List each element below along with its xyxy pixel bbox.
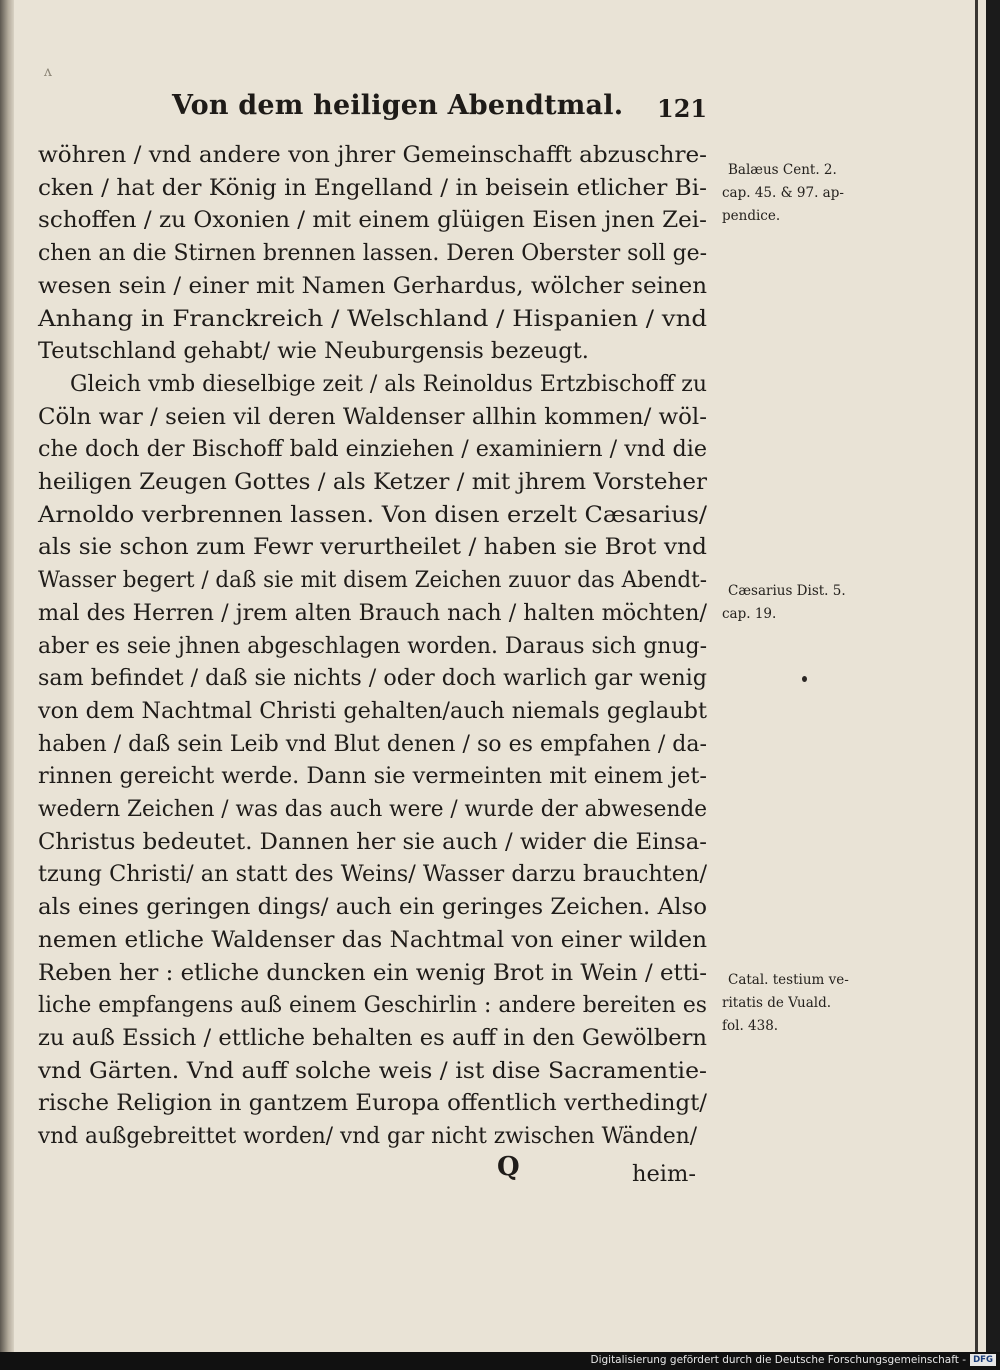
margin-note-line: cap. 45. & 97. ap- — [722, 185, 844, 201]
margin-note-line: fol. 438. — [722, 1018, 779, 1034]
text-line: Reben her : etliche duncken ein wenig Brot in Wein / etti- — [38, 959, 708, 986]
text-line: vnd außgebreittet worden/ vnd gar nicht zwischen Wänden/ — [38, 1123, 697, 1149]
margin-note-line: ritatis de Vuald. — [722, 995, 832, 1011]
text-line: wesen sein / einer mit Namen Gerhardus, wölcher seinen — [38, 272, 707, 299]
text-line: rische Religion in gantzem Europa offentlich verthedingt/ — [38, 1090, 707, 1117]
text-line: zu auß Essich / ettliche behalten es auff in den Gewölbern — [38, 1024, 707, 1051]
text-line: Teutschland gehabt/ wie Neuburgensis bezeugt. — [38, 338, 589, 365]
margin-note-line: Cæsarius Dist. 5. — [728, 583, 846, 599]
text-line: schoffen / zu Oxonien / mit einem glüigen Eisen jnen Zei- — [38, 207, 707, 234]
text-line: chen an die Stirnen brennen lassen. Deren Oberster soll ge- — [38, 240, 707, 267]
text-line: rinnen gereicht werde. Dann sie vermeinten mit einem jet- — [38, 763, 707, 790]
text-line: tzung Christi/ an statt des Weins/ Wasser darzu brauchten/ — [38, 861, 707, 888]
margin-note-line: pendice. — [722, 208, 781, 224]
text-line: Cöln war / seien vil deren Waldenser allhin kommen/ wöl- — [38, 403, 707, 430]
text-line: Anhang in Franckreich / Welschland / Hispanien / vnd — [38, 305, 708, 332]
text-line: Gleich vmb dieselbige zeit / als Reinoldus Ertzbischoff zu — [70, 370, 707, 397]
text-line: Christus bedeutet. Dannen her sie auch / wider die Einsa- — [38, 828, 707, 855]
footer-credit: Digitalisierung gefördert durch die Deutsche Forschungsgemeinschaft - — [590, 1354, 966, 1366]
stray-mark: ʌ — [44, 64, 52, 80]
text-line: von dem Nachtmal Christi gehalten/auch niemals geglaubt — [38, 697, 707, 724]
text-line: sam befindet / daß sie nichts / oder doch warlich gar wenig — [38, 665, 707, 692]
text-line: nemen etliche Waldenser das Nachtmal von einer wilden — [38, 926, 707, 953]
margin-note-line: Balæus Cent. 2. — [728, 162, 837, 178]
text-line: als sie schon zum Fewr verurtheilet / haben sie Brot vnd — [38, 534, 707, 561]
text-line: Wasser begert / daß sie mit disem Zeichen zuuor das Abendt- — [38, 567, 707, 594]
margin-note-line: cap. 19. — [722, 606, 777, 622]
page-number: 121 — [657, 94, 708, 123]
text-line: wedern Zeichen / was das auch were / wurde der abwesende — [38, 796, 707, 822]
catchword: heim- — [632, 1161, 696, 1187]
text-line: mal des Herren / jrem alten Brauch nach / halten möchten/ — [38, 599, 707, 626]
signature-mark: Q — [497, 1152, 520, 1182]
text-line: cken / hat der König in Engelland / in beisein etlicher Bi- — [38, 174, 707, 201]
text-line: liche empfangens auß einem Geschirlin : andere bereiten es — [38, 992, 707, 1019]
text-line: aber es seie jhnen abgeschlagen worden. Daraus sich gnug- — [38, 632, 707, 659]
running-head: Von dem heiligen Abendtmal. — [172, 90, 624, 121]
text-line: Arnoldo verbrennen lassen. Von disen erzelt Cæsarius/ — [38, 501, 707, 528]
dfg-logo: DFG — [970, 1354, 996, 1366]
text-line: heiligen Zeugen Gottes / als Ketzer / mit jhrem Vorsteher — [38, 469, 707, 495]
text-line: wöhren / vnd andere von jhrer Gemeinschafft abzuschre- — [38, 142, 707, 168]
margin-note-line: Catal. testium ve- — [728, 972, 849, 988]
text-line: als eines geringen dings/ auch ein geringes Zeichen. Also — [38, 894, 707, 921]
text-line: che doch der Bischoff bald einziehen / examiniern / vnd die — [38, 436, 707, 463]
text-line: vnd Gärten. Vnd auff solche weis / ist dise Sacramentie- — [38, 1057, 707, 1084]
text-line: haben / daß sein Leib vnd Blut denen / so es empfahen / da- — [38, 730, 707, 757]
